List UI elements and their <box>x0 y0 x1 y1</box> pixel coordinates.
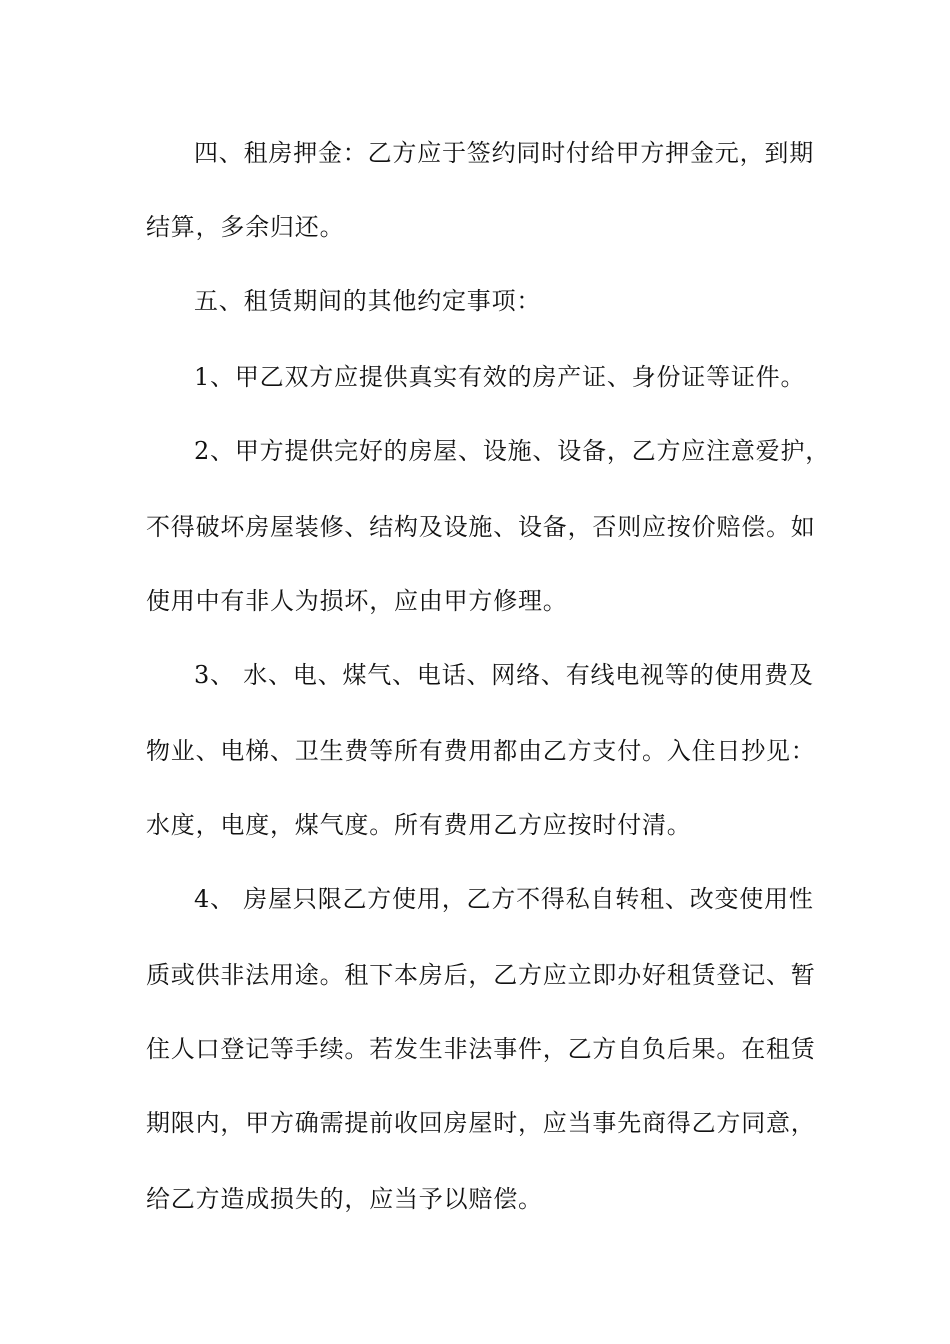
text-line: 四、租房押金：乙方应于签约同时付给甲方押金元，到期 <box>194 139 814 167</box>
text-line: 2、甲方提供完好的房屋、设施、设备，乙方应注意爱护， <box>194 437 831 465</box>
text-line: 4、 房屋只限乙方使用，乙方不得私自转租、改变使用性 <box>194 885 814 913</box>
text-line: 不得破坏房屋装修、结构及设施、设备，否则应按价赔偿。如 <box>146 513 816 541</box>
text-line: 五、租赁期间的其他约定事项： <box>194 287 542 315</box>
text-line: 结算，多余归还。 <box>146 213 345 241</box>
text-line: 给乙方造成损失的，应当予以赔偿。 <box>146 1185 543 1213</box>
text-line: 3、 水、电、煤气、电话、网络、有线电视等的使用费及 <box>194 661 814 689</box>
text-line: 使用中有非人为损坏，应由甲方修理。 <box>146 587 568 615</box>
text-line: 质或供非法用途。租下本房后，乙方应立即办好租赁登记、暂 <box>146 961 816 989</box>
text-line: 住人口登记等手续。若发生非法事件，乙方自负后果。在租赁 <box>146 1035 816 1063</box>
text-line: 1、甲乙双方应提供真实有效的房产证、身份证等证件。 <box>194 363 806 391</box>
text-line: 水度，电度，煤气度。所有费用乙方应按时付清。 <box>146 811 692 839</box>
text-line: 期限内，甲方确需提前收回房屋时，应当事先商得乙方同意， <box>146 1109 816 1137</box>
text-line: 物业、电梯、卫生费等所有费用都由乙方支付。入住日抄见： <box>146 737 816 765</box>
